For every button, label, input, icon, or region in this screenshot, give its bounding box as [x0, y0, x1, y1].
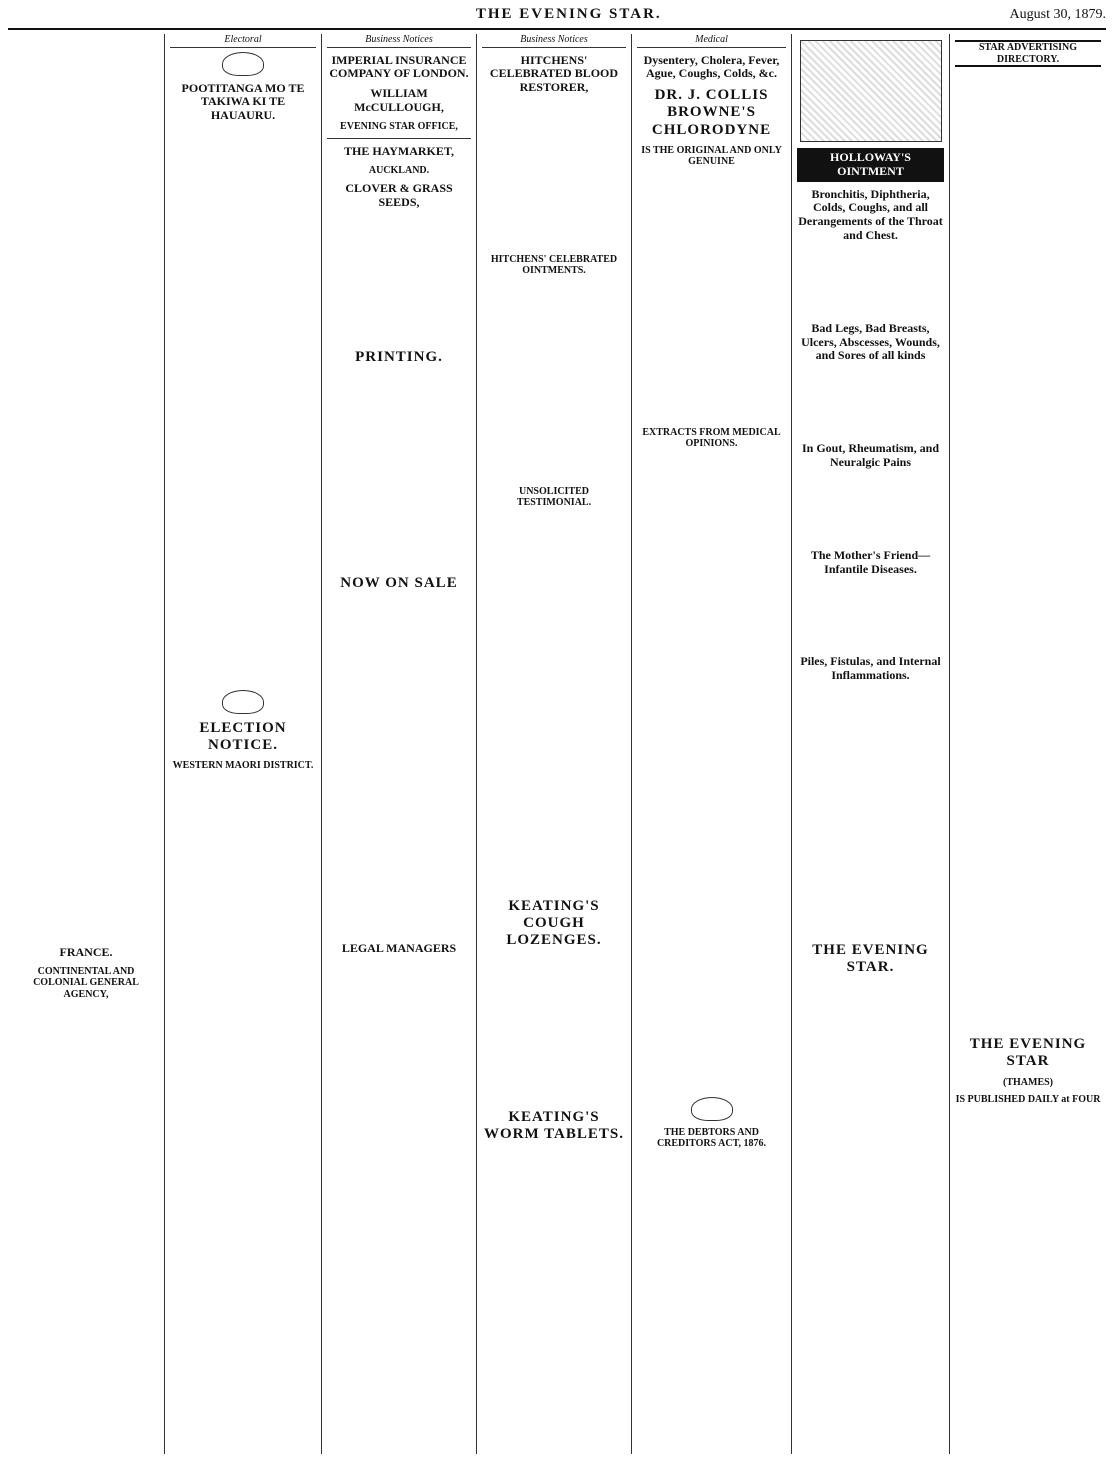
holloway-engraving [800, 40, 942, 142]
heading-pootitanga: POOTITANGA MO TE TAKIWA KI TE HAUAURU. [181, 80, 305, 123]
heading-thames: (THAMES) [1003, 1076, 1053, 1088]
royal-crest-icon [222, 690, 264, 714]
heading-seeds: CLOVER & GRASS SEEDS, [345, 181, 453, 210]
heading-now-on-sale: NOW ON SALE [340, 575, 458, 592]
heading-auckland: AUCKLAND. [368, 164, 430, 176]
heading-piles: Piles, Fistulas, and Internal Inflammations. [800, 654, 941, 683]
heading-chlorodyne: DR. J. COLLIS BROWNE'S CHLORODYNE [651, 87, 772, 138]
holloway-banner: HOLLOWAY'S OINTMENT [797, 148, 944, 182]
heading-evening-star: THE EVENING STAR. [812, 941, 929, 976]
heading-dysentery: Dysentery, Cholera, Fever, Ague, Coughs, Colds, &c. [643, 52, 780, 81]
column-3 [322, 34, 477, 1454]
column-heading: Electoral [170, 34, 316, 48]
heading-genuine: IS THE ORIGINAL AND ONLY GENUINE [641, 144, 782, 168]
columns [8, 34, 1106, 1454]
column-6 [792, 34, 950, 1454]
heading-star-office: EVENING STAR OFFICE, [340, 120, 458, 132]
masthead [8, 6, 1106, 30]
heading-district: WESTERN MAORI DISTRICT. [172, 760, 314, 772]
newspaper-title: THE EVENING STAR. [475, 6, 662, 22]
heading-ointments: HITCHENS' CELEBRATED OINTMENTS. [490, 253, 618, 277]
column-heading: Business Notices [482, 34, 626, 48]
body-text-block [16, 40, 156, 940]
heading-cough-lozenges: KEATING'S COUGH LOZENGES. [506, 897, 602, 949]
heading-mothers-friend: The Mother's Friend—Infantile Diseases. [810, 547, 931, 576]
heading-agency: CONTINENTAL AND COLONIAL GENERAL AGENCY, [33, 965, 139, 1000]
heading-blood-restorer: HITCHENS' CELEBRATED BLOOD RESTORER, [489, 52, 619, 95]
heading-worm-tablets: KEATING'S WORM TABLETS. [484, 1108, 624, 1142]
heading-medical-opinions: EXTRACTS FROM MEDICAL OPINIONS. [642, 426, 781, 450]
column-7 [950, 34, 1106, 1454]
column-2 [165, 34, 322, 1454]
column-5 [632, 34, 792, 1454]
heading-published-daily: IS PUBLISHED DAILY at FOUR [955, 1094, 1101, 1105]
column-heading: Business Notices [327, 34, 471, 48]
heading-gout: In Gout, Rheumatism, and Neuralgic Pains [801, 441, 940, 469]
heading-legal-managers: LEGAL MANAGERS [341, 940, 457, 955]
royal-crest-icon [222, 52, 264, 76]
heading-evening-star: THE EVENING STAR [969, 1036, 1087, 1070]
column-1 [8, 34, 165, 1454]
issue-date: August 30, 1879. [1009, 7, 1106, 22]
heading-france: FRANCE. [59, 945, 113, 959]
heading-haymarket: THE HAYMARKET, [343, 144, 454, 159]
heading-debtors-act: THE DEBTORS AND CREDITORS ACT, 1876. [656, 1126, 767, 1150]
directory-heading: STAR ADVERTISING DIRECTORY. [955, 40, 1101, 67]
heading-bronchitis: Bronchitis, Diphtheria, Colds, Coughs, and all Derangements of the Throat and Chest. [798, 186, 943, 242]
heading-testimonial: UNSOLICITED TESTIMONIAL. [516, 485, 592, 509]
column-heading: Medical [637, 34, 786, 48]
heading-imperial: IMPERIAL INSURANCE COMPANY OF LONDON. [329, 52, 469, 81]
column-4 [477, 34, 632, 1454]
heading-printing: PRINTING. [355, 349, 443, 366]
royal-crest-icon [691, 1097, 733, 1121]
heading-mccullough: WILLIAM McCULLOUGH, [354, 86, 444, 114]
heading-bad-legs: Bad Legs, Bad Breasts, Ulcers, Abscesses, Wounds, and Sores of all kinds [801, 320, 940, 363]
heading-election-notice: ELECTION NOTICE. [199, 719, 287, 754]
